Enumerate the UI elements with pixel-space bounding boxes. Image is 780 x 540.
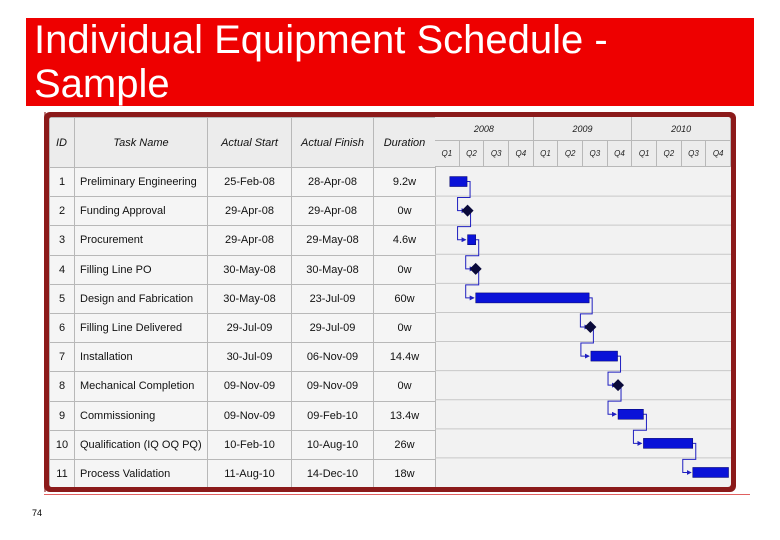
- quarter-label: Q1: [435, 141, 460, 167]
- task-name-cell: Funding Approval: [75, 197, 208, 226]
- quarter-label: Q2: [558, 141, 583, 167]
- gantt-bar: [693, 467, 729, 477]
- actual-finish-cell: 30-May-08: [292, 255, 374, 284]
- duration-cell: 4.6w: [374, 226, 436, 255]
- column-header-duration: Duration: [374, 118, 436, 168]
- task-id-cell: 10: [50, 430, 75, 459]
- duration-cell: 26w: [374, 430, 436, 459]
- gantt-bar: [450, 177, 467, 187]
- quarter-label: Q3: [583, 141, 608, 167]
- actual-start-cell: 30-May-08: [208, 255, 292, 284]
- quarter-label: Q4: [608, 141, 633, 167]
- actual-finish-cell: 06-Nov-09: [292, 343, 374, 372]
- task-name-cell: Filling Line Delivered: [75, 313, 208, 342]
- table-row: [50, 197, 436, 226]
- quarter-label: Q4: [509, 141, 534, 167]
- duration-cell: 0w: [374, 372, 436, 401]
- actual-start-cell: 09-Nov-09: [208, 401, 292, 430]
- table-row: [50, 372, 436, 401]
- actual-finish-cell: 09-Feb-10: [292, 401, 374, 430]
- gantt-bar: [643, 438, 692, 448]
- schedule-table: [49, 117, 436, 487]
- task-name-cell: Procurement: [75, 226, 208, 255]
- year-label: 2009: [534, 117, 633, 141]
- gantt-timescale: [435, 117, 731, 167]
- table-row: [50, 430, 436, 459]
- gantt-chart: [435, 167, 731, 487]
- task-id-cell: 3: [50, 226, 75, 255]
- task-id-cell: 7: [50, 343, 75, 372]
- task-name-cell: Design and Fabrication: [75, 284, 208, 313]
- task-id-cell: 8: [50, 372, 75, 401]
- task-name-cell: Preliminary Engineering: [75, 168, 208, 197]
- task-name-cell: Mechanical Completion: [75, 372, 208, 401]
- gantt-milestone: [584, 321, 596, 333]
- task-id-cell: 5: [50, 284, 75, 313]
- duration-cell: 0w: [374, 255, 436, 284]
- task-id-cell: 4: [50, 255, 75, 284]
- column-header-actual-finish: Actual Finish: [292, 118, 374, 168]
- quarter-label: Q1: [534, 141, 559, 167]
- table-row: [50, 401, 436, 430]
- duration-cell: 60w: [374, 284, 436, 313]
- table-row: [50, 459, 436, 487]
- gantt-milestone: [612, 379, 624, 391]
- table-row: [50, 255, 436, 284]
- duration-cell: 9.2w: [374, 168, 436, 197]
- duration-cell: 18w: [374, 459, 436, 487]
- year-label: 2008: [435, 117, 534, 141]
- gantt-bar: [476, 293, 589, 303]
- duration-cell: 0w: [374, 313, 436, 342]
- task-name-cell: Commissioning: [75, 401, 208, 430]
- actual-start-cell: 30-Jul-09: [208, 343, 292, 372]
- quarter-label: Q3: [682, 141, 707, 167]
- slide-title: Individual Equipment Schedule - Sample: [34, 18, 619, 106]
- actual-start-cell: 29-Jul-09: [208, 313, 292, 342]
- actual-start-cell: 30-May-08: [208, 284, 292, 313]
- table-row: [50, 168, 436, 197]
- page-number: 74: [32, 508, 43, 518]
- gantt-milestone: [470, 263, 482, 275]
- actual-finish-cell: 14-Dec-10: [292, 459, 374, 487]
- year-label: 2010: [632, 117, 731, 141]
- task-id-cell: 6: [50, 313, 75, 342]
- column-header-actual-start: Actual Start: [208, 118, 292, 168]
- actual-finish-cell: 23-Jul-09: [292, 284, 374, 313]
- actual-finish-cell: 29-May-08: [292, 226, 374, 255]
- gantt-bar: [618, 409, 643, 419]
- task-id-cell: 1: [50, 168, 75, 197]
- actual-finish-cell: 09-Nov-09: [292, 372, 374, 401]
- actual-start-cell: 11-Aug-10: [208, 459, 292, 487]
- actual-start-cell: 29-Apr-08: [208, 197, 292, 226]
- table-row: [50, 226, 436, 255]
- actual-finish-cell: 10-Aug-10: [292, 430, 374, 459]
- task-id-cell: 2: [50, 197, 75, 226]
- duration-cell: 14.4w: [374, 343, 436, 372]
- actual-start-cell: 29-Apr-08: [208, 226, 292, 255]
- quarter-label: Q1: [632, 141, 657, 167]
- table-row: [50, 343, 436, 372]
- table-header-row: [50, 118, 436, 168]
- task-name-cell: Installation: [75, 343, 208, 372]
- task-name-cell: Filling Line PO: [75, 255, 208, 284]
- duration-cell: 13.4w: [374, 401, 436, 430]
- task-id-cell: 11: [50, 459, 75, 487]
- column-header-task-name: Task Name: [75, 118, 208, 168]
- gantt-milestone: [462, 205, 474, 217]
- quarter-label: Q2: [460, 141, 485, 167]
- table-row: [50, 313, 436, 342]
- actual-start-cell: 09-Nov-09: [208, 372, 292, 401]
- quarter-label: Q3: [484, 141, 509, 167]
- title-bar: [26, 18, 754, 106]
- actual-finish-cell: 28-Apr-08: [292, 168, 374, 197]
- table-row: [50, 284, 436, 313]
- actual-finish-cell: 29-Apr-08: [292, 197, 374, 226]
- quarter-label: Q4: [706, 141, 731, 167]
- schedule-panel: [49, 117, 731, 487]
- duration-cell: 0w: [374, 197, 436, 226]
- actual-finish-cell: 29-Jul-09: [292, 313, 374, 342]
- task-id-cell: 9: [50, 401, 75, 430]
- gantt-svg: [435, 167, 731, 487]
- column-header-id: ID: [50, 118, 75, 168]
- actual-start-cell: 25-Feb-08: [208, 168, 292, 197]
- gantt-bar: [591, 351, 618, 361]
- task-name-cell: Qualification (IQ OQ PQ): [75, 430, 208, 459]
- gantt-bar: [468, 235, 476, 245]
- actual-start-cell: 10-Feb-10: [208, 430, 292, 459]
- task-name-cell: Process Validation: [75, 459, 208, 487]
- footer-divider: [44, 494, 750, 495]
- task-rows: [50, 168, 436, 488]
- quarter-label: Q2: [657, 141, 682, 167]
